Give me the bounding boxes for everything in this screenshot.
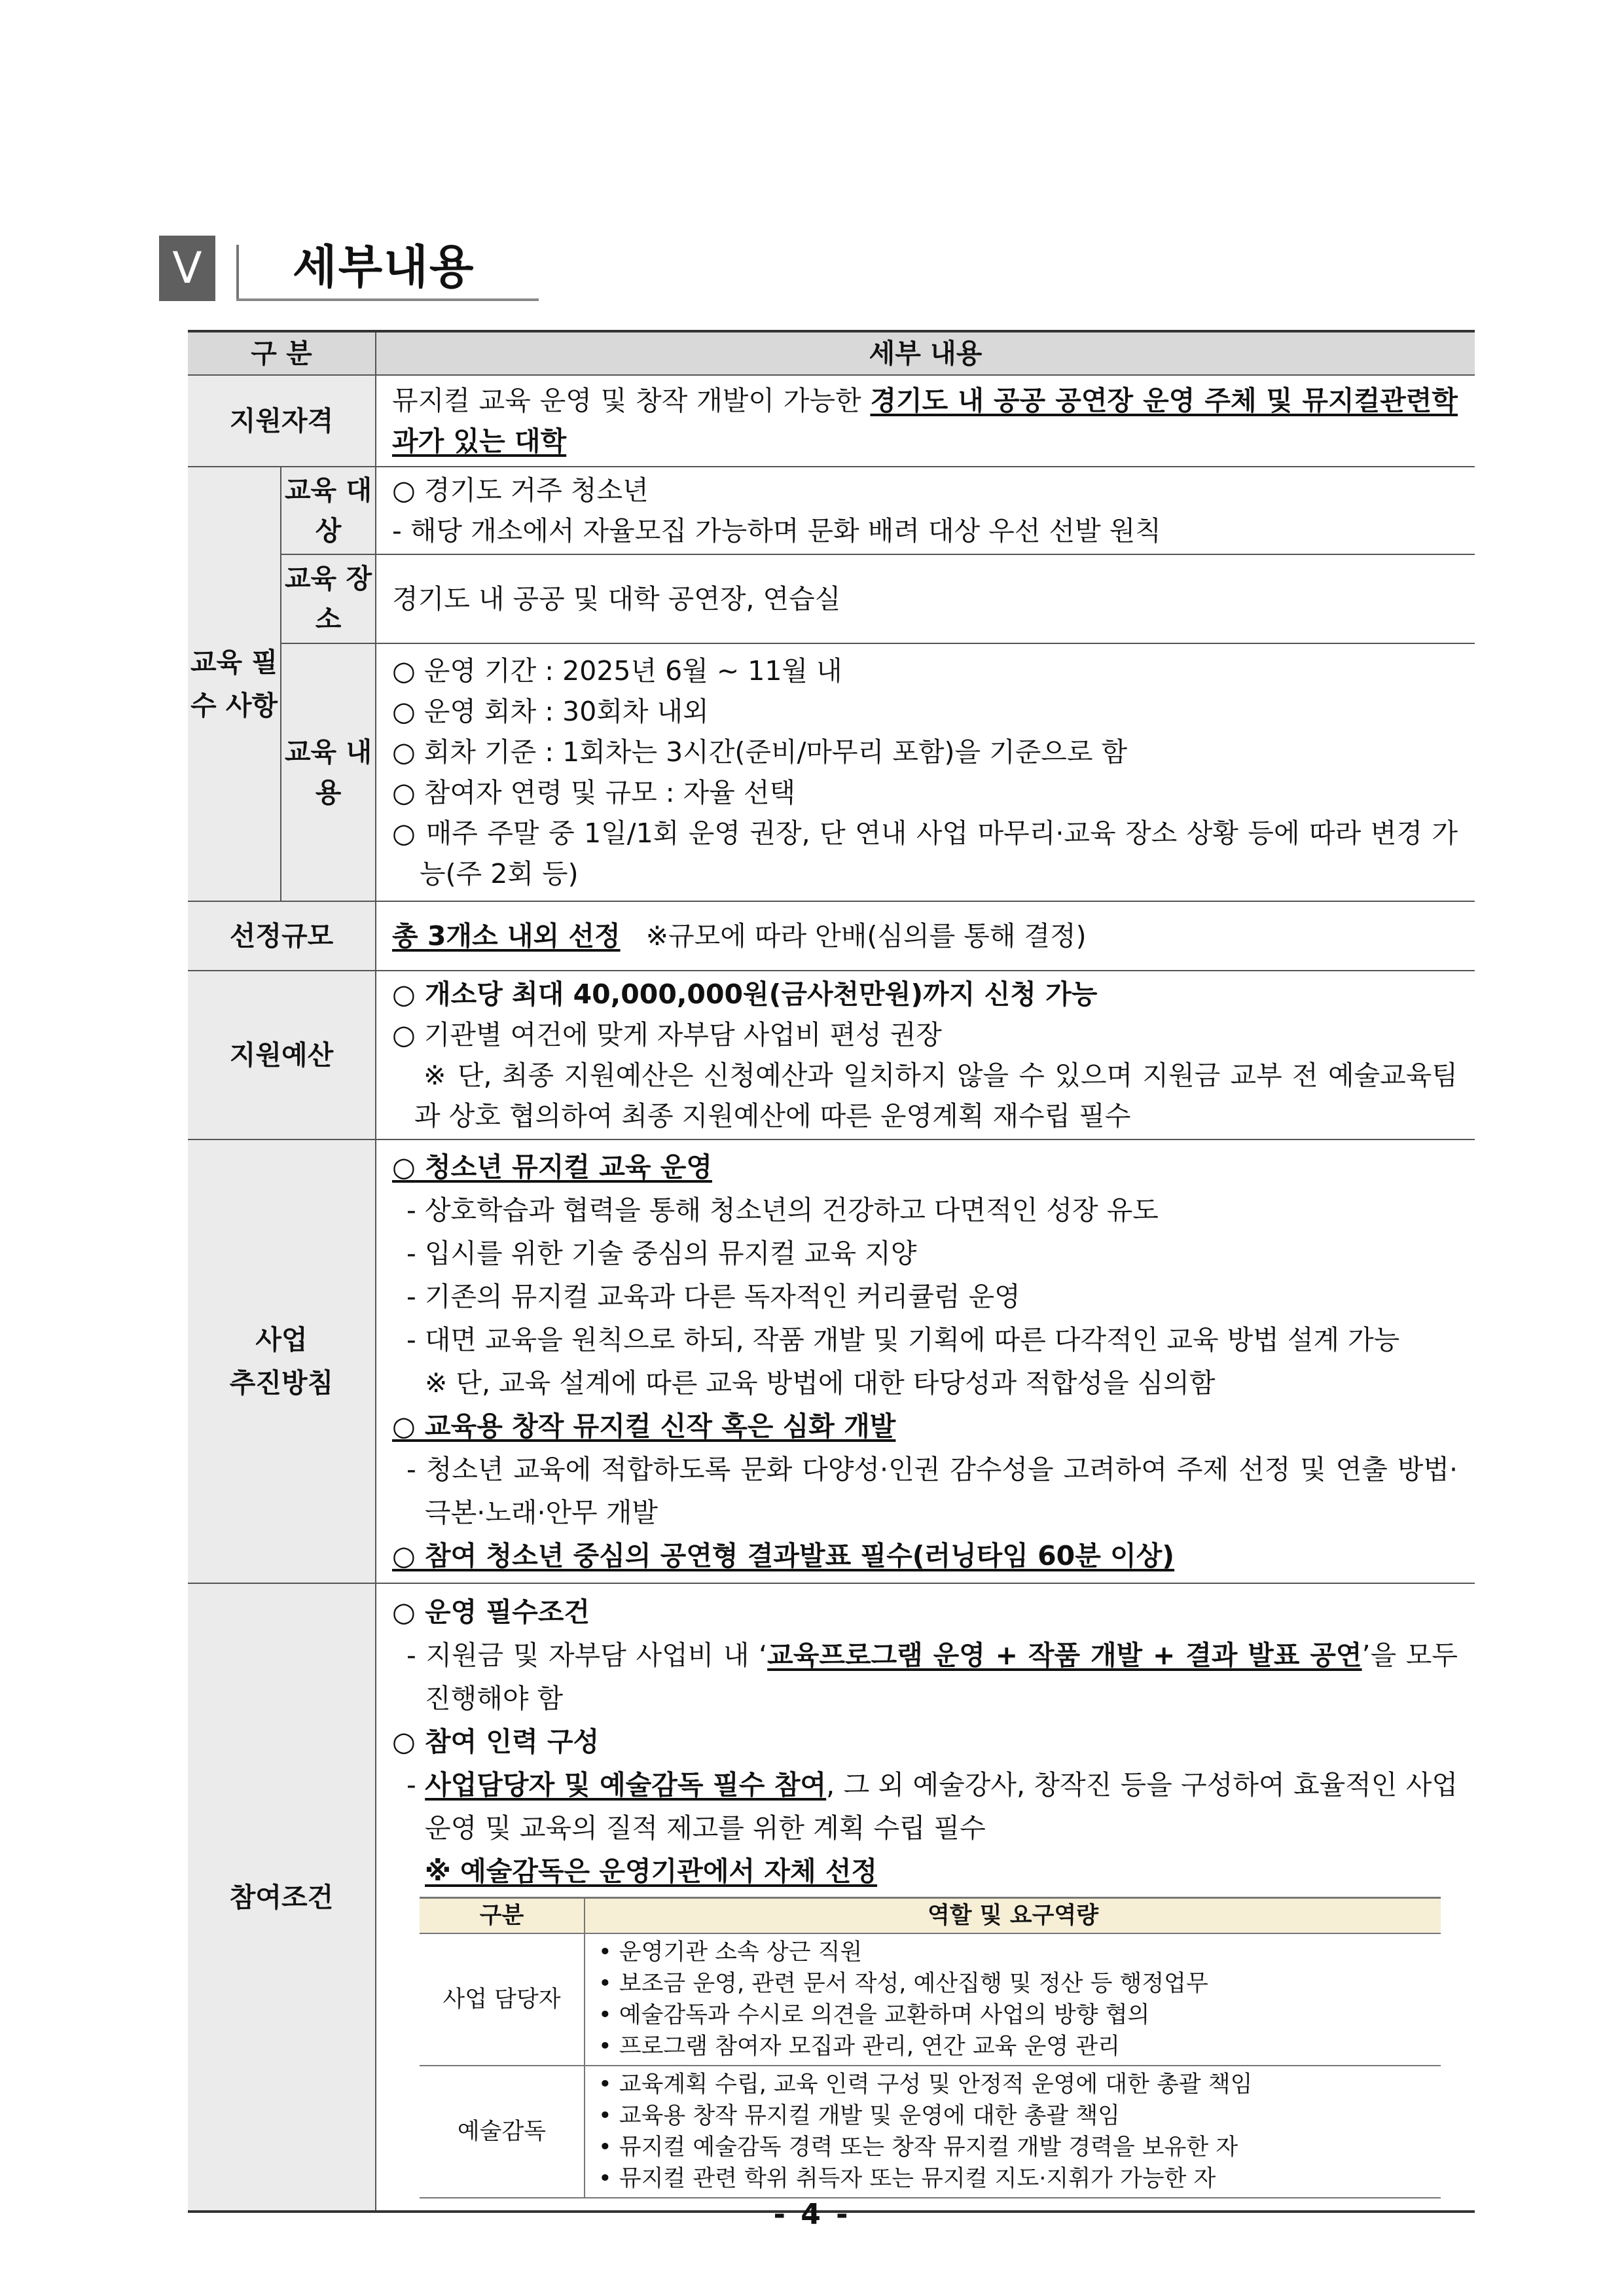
policy-heading-2: ○ 교육용 창작 뮤지컬 신작 혹은 심화 개발 [392, 1410, 896, 1442]
conditions-heading-1: ○ 운영 필수조건 [392, 1596, 590, 1628]
selection-note: ※규모에 따라 안배(심의를 통해 결정) [645, 920, 1087, 952]
list-item: ○ 참여자 연령 및 규모 : 자율 선택 [392, 777, 796, 808]
list-item: • 교육용 창작 뮤지컬 개발 및 운영에 대한 총괄 책임 [598, 2103, 1120, 2129]
row-education-target [188, 467, 1475, 554]
eligibility-bold-text: 경기도 내 공공 공연장 운영 주체 및 뮤지컬관련학과가 있는 대학 [392, 385, 1458, 457]
label-policy-line1: 사업 [255, 1324, 308, 1355]
section-title: 세부내용 [293, 240, 475, 294]
list-item: • 프로그램 참여자 모집과 관리, 연간 교육 운영 관리 [598, 2034, 1120, 2060]
conditions-item-2: - 사업담당자 및 예술감독 필수 참여, 그 외 예술강사, 창작진 등을 구성하여 효율적인 사업운영 및 교육의 질적 제고를 위한 계획 수립 필수 [406, 1769, 1458, 1844]
budget-note: ※ 단, 최종 지원예산은 신청예산과 일치하지 않을 수 있으며 지원금 교부 전 예술교육팀과 상호 협의하여 최종 지원예산에 따른 운영계획 재수립 필수 [414, 1060, 1458, 1132]
education-target-content [376, 467, 1475, 554]
eligibility-text: 뮤지컬 교육 운영 및 창작 개발이 가능한 [392, 385, 871, 416]
policy-heading-3: ○ 참여 청소년 중심의 공연형 결과발표 필수(러닝타임 60분 이상) [392, 1540, 1175, 1571]
label-policy [188, 1139, 376, 1583]
list-item: ○ 운영 회차 : 30회차 내외 [392, 696, 709, 727]
selection-bold: 총 3개소 내외 선정 [392, 920, 621, 952]
page-number: - 4 - [773, 2198, 851, 2231]
table-row [420, 1933, 1441, 2066]
section-divider [236, 245, 239, 298]
list-item: • 예술감독과 수시로 의견을 교환하며 사업의 방향 협의 [598, 2002, 1150, 2028]
role-name: 사업 담당자 [420, 1933, 585, 2066]
role-name: 예술감독 [420, 2066, 585, 2198]
list-item: • 교육계획 수립, 교육 인력 구성 및 안정적 운영에 대한 총괄 책임 [598, 2072, 1253, 2098]
list-item: • 보조금 운영, 관련 문서 작성, 예산집행 및 정산 등 행정업무 [598, 1971, 1208, 1997]
list-item: - 해당 개소에서 자율모집 가능하며 문화 배려 대상 우선 선발 원칙 [392, 515, 1161, 547]
section-header [159, 236, 539, 301]
roles-header-role: 역할 및 요구역량 [585, 1898, 1441, 1934]
list-item: • 운영기관 소속 상근 직원 [598, 1939, 863, 1965]
list-item: - 대면 교육을 원칙으로 하되, 작품 개발 및 기획에 따른 다각적인 교육 방법 설계 가능 [406, 1324, 1400, 1355]
role-items [585, 2066, 1441, 2198]
section-number-badge: V [159, 236, 215, 301]
label-selection: 선정규모 [188, 901, 376, 971]
roles-header-row [420, 1898, 1441, 1934]
education-place-content: 경기도 내 공공 및 대학 공연장, 연습실 [376, 554, 1475, 643]
policy-content [376, 1139, 1475, 1583]
list-item: - 기존의 뮤지컬 교육과 다른 독자적인 커리큘럼 운영 [406, 1281, 1020, 1312]
label-conditions: 참여조건 [188, 1583, 376, 2212]
detail-table [188, 330, 1475, 2213]
row-policy [188, 1139, 1475, 1583]
budget-content [376, 971, 1475, 1139]
table-row [420, 2066, 1441, 2198]
policy-heading-1: ○ 청소년 뮤지컬 교육 운영 [392, 1151, 712, 1183]
list-item: ○ 경기도 거주 청소년 [392, 475, 649, 506]
label-policy-line2: 추진방침 [229, 1367, 334, 1399]
section-underline [236, 298, 539, 301]
label-education-content: 교육 내용 [281, 643, 376, 901]
list-item: - 청소년 교육에 적합하도록 문화 다양성·인권 감수성을 고려하여 주제 선정 및 연출 방법·극본·노래·안무 개발 [406, 1454, 1458, 1528]
row-eligibility [188, 375, 1475, 467]
list-item: ○ 회차 기준 : 1회차는 3시간(준비/마무리 포함)을 기준으로 함 [392, 736, 1128, 768]
list-item: - 입시를 위한 기술 중심의 뮤지컬 교육 지양 [406, 1238, 917, 1269]
table-header-row [188, 331, 1475, 375]
header-category: 구 분 [188, 331, 376, 375]
list-item: - 상호학습과 협력을 통해 청소년의 건강하고 다면적인 성장 유도 [406, 1194, 1159, 1226]
education-content [376, 643, 1475, 901]
header-detail: 세부 내용 [376, 331, 1475, 375]
policy-note: ※ 단, 교육 설계에 따른 교육 방법에 대한 타당성과 적합성을 심의함 [425, 1367, 1216, 1399]
eligibility-content [376, 375, 1475, 467]
list-item: ○ 운영 기간 : 2025년 6월 ~ 11월 내 [392, 655, 842, 687]
label-education-target: 교육 대상 [281, 467, 376, 554]
budget-self-line: ○ 기관별 여건에 맞게 자부담 사업비 편성 권장 [392, 1019, 942, 1050]
label-budget: 지원예산 [188, 971, 376, 1139]
row-conditions [188, 1583, 1475, 2212]
conditions-content [376, 1583, 1475, 2212]
label-education-place: 교육 장소 [281, 554, 376, 643]
list-item: • 뮤지컬 예술감독 경력 또는 창작 뮤지컬 개발 경력을 보유한 자 [598, 2134, 1238, 2161]
row-budget [188, 971, 1475, 1139]
row-education-place [188, 554, 1475, 643]
roles-header-category: 구분 [420, 1898, 585, 1934]
role-items [585, 1933, 1441, 2066]
budget-max-line: ○ 개소당 최대 40,000,000원(금사천만원)까지 신청 가능 [392, 978, 1098, 1010]
row-selection [188, 901, 1475, 971]
list-item: ○ 매주 주말 중 1일/1회 운영 권장, 단 연내 사업 마무리·교육 장소 상황 등에 따라 변경 가능(주 2회 등) [392, 817, 1458, 889]
conditions-note: ※ 예술감독은 운영기관에서 자체 선정 [425, 1856, 878, 1887]
label-education-required: 교육 필수 사항 [188, 467, 281, 901]
conditions-heading-2: ○ 참여 인력 구성 [392, 1726, 600, 1757]
roles-table [420, 1897, 1441, 2198]
selection-content [376, 901, 1475, 971]
label-eligibility: 지원자격 [188, 375, 376, 467]
row-education-content [188, 643, 1475, 901]
conditions-item-1: - 지원금 및 자부담 사업비 내 ‘교육프로그램 운영 + 작품 개발 + 결과 발표 공연’을 모두 진행해야 함 [406, 1640, 1458, 1714]
list-item: • 뮤지컬 관련 학위 취득자 또는 뮤지컬 지도·지휘가 가능한 자 [598, 2166, 1216, 2192]
